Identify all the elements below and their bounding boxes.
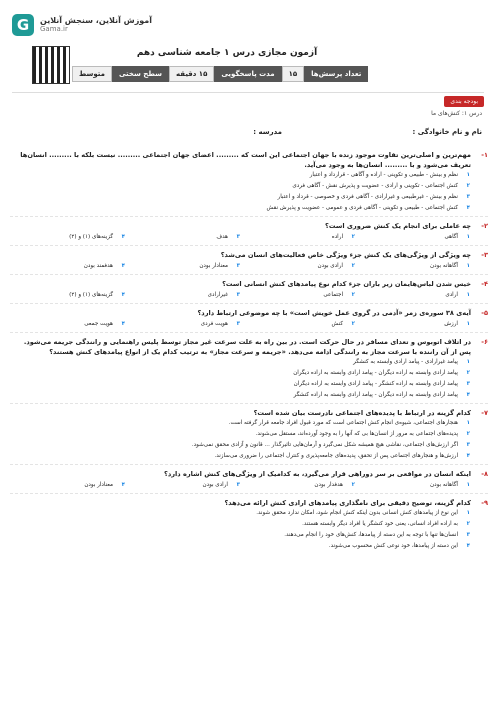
name-field-label: نام و نام خانوادگی : — [412, 128, 482, 136]
question-header — [10, 308, 488, 318]
answer-option[interactable] — [10, 357, 470, 368]
option-number: ۲ — [466, 431, 470, 437]
option-number: ۲ — [351, 482, 355, 488]
option-number: ۴ — [466, 392, 470, 398]
question-count-value: ۱۵ — [282, 66, 305, 82]
answer-options — [10, 479, 488, 491]
option-text: هویت جمعی — [84, 321, 113, 327]
answer-options — [10, 170, 488, 214]
option-number: ۱ — [466, 510, 470, 516]
answer-option[interactable] — [125, 260, 240, 272]
option-text: هویت فردی — [200, 321, 228, 327]
option-text: هدفدار بودن — [314, 482, 343, 488]
header-divider — [12, 92, 484, 93]
question-separator — [10, 274, 488, 275]
option-text: اگر ارزش‌های اجتماعی، نقاشی هیچ همیشه شکل نمی‌گیرد و آرمان‌هایی تاثیرگذار ... قانون و آزادی محقق نمی‌شود. — [191, 442, 458, 448]
difficulty-value: متوسط — [72, 66, 112, 82]
option-text: پدیده‌های اجتماعی به مرور از انسان‌ها بی که آنها را به وجود آورده‌اند، مستقل می‌شوند. — [255, 431, 458, 437]
question-header — [10, 221, 488, 231]
option-text: آگاهانه بودن — [430, 482, 458, 488]
answer-option[interactable] — [10, 192, 470, 203]
option-number: ۲ — [466, 183, 470, 189]
option-number: ۲ — [351, 321, 355, 327]
question-separator — [10, 464, 488, 465]
question-text: خیس شدن لباس‌هایمان زیر باران جزء کدام نوع پیامدهای کنش انسانی است؟ — [222, 280, 471, 288]
gama-logo: G — [12, 14, 34, 36]
option-text: این نوع از پیامدهای کنش انسانی بدون اینکه کنش انجام شود، امکان ندارد محقق شوند. — [256, 510, 458, 516]
question-text: اینکه انسان در مواقعی بر سر دوراهی قرار می‌گیرد، به کدامیک از ویژگی‌های کنش اشاره دارد؟ — [164, 470, 471, 478]
question-item — [10, 250, 488, 275]
question-separator — [10, 216, 488, 217]
answer-option[interactable] — [240, 479, 355, 491]
option-number: ۱ — [466, 263, 470, 269]
answer-option[interactable] — [355, 260, 470, 272]
answer-option[interactable] — [10, 508, 470, 519]
option-text: اجتماعی — [323, 292, 343, 298]
option-number: ۴ — [466, 543, 470, 549]
question-text: مهم‌ترین و اصلی‌ترین تفاوت موجود زنده با جهان اجتماعی این است که ......... اعضای جهان اجتماعی ......... نیست بلکه با ......... انسان‌ها تعریف می‌شود و با ......... انسان‌ها به وجود می‌آید. — [20, 151, 471, 169]
option-text: ارزش‌ها و هنجارهای اجتماعی پس از تحقق، پدیده‌های جامعه‌پذیری و کنترل اجتماعی را ضروری می‌سازند. — [214, 453, 458, 459]
answer-option[interactable] — [10, 479, 125, 491]
option-number: ۱ — [466, 234, 470, 240]
answer-option[interactable] — [355, 479, 470, 491]
question-text: آیه‌ی ۳۸ سوره‌ی زمر «آدمی در گروی عمل خویش است» با چه موضوعی ارتباط دارد؟ — [197, 309, 471, 317]
answer-option[interactable] — [240, 260, 355, 272]
option-number: ۴ — [121, 263, 125, 269]
question-header — [10, 250, 488, 260]
option-number: ۴ — [466, 453, 470, 459]
question-number: ۶- — [481, 338, 488, 346]
question-number: ۵- — [481, 309, 488, 317]
question-header — [10, 469, 488, 479]
option-number: ۲ — [351, 292, 355, 298]
option-text: نظم و بینش - غیرطبیعی و غیرارادی - آگاهی فردی و خصوصی - قرداد و اعتبار — [277, 194, 458, 200]
option-number: ۳ — [466, 381, 470, 387]
option-number: ۳ — [236, 234, 240, 240]
answer-option[interactable] — [125, 318, 240, 330]
budget-badge[interactable]: بودجه بندی — [444, 96, 484, 107]
question-text: چه عاملی برای انجام یک کنش ضروری است؟ — [325, 222, 471, 230]
question-count-label: تعداد پرسش‌ها — [304, 66, 368, 82]
question-text: چه ویژگی از ویژگی‌های یک کنش جزء ویژگی خاص فعالیت‌های انسان می‌شد؟ — [220, 251, 471, 259]
answer-option[interactable] — [10, 318, 125, 330]
answer-option[interactable] — [10, 379, 470, 390]
option-text: پیامد ارادی وابسته به اراده دیگران - پیامد ارادی وابسته به اراده کنشگر — [293, 392, 458, 398]
answer-option[interactable] — [10, 530, 470, 541]
exam-info-bar — [72, 66, 368, 82]
site-domain: Gama.ir — [40, 25, 68, 33]
option-number: ۴ — [121, 234, 125, 240]
option-text: معنادار بودن — [84, 482, 113, 488]
answer-option[interactable] — [10, 231, 125, 243]
question-header — [10, 408, 488, 418]
answer-option[interactable] — [10, 203, 470, 214]
exam-title: آزمون مجازی درس ۱ جامعه شناسی دهم — [136, 48, 318, 58]
answer-option[interactable] — [10, 418, 470, 429]
question-separator — [10, 493, 488, 494]
question-separator — [10, 332, 488, 333]
option-text: ارزش — [444, 321, 458, 327]
answer-options — [10, 260, 488, 272]
question-text: کدام گزینه، توضیح دقیقی برای نامگذاری پیامدهای ارادی کنش ارائه می‌دهد؟ — [224, 499, 471, 507]
answer-option[interactable] — [355, 289, 470, 301]
option-text: پیامد غیرارادی - پیامد ارادی وابسته به کنشگر — [353, 359, 458, 365]
exam-header — [32, 44, 458, 88]
option-text: ارادی بودن — [317, 263, 343, 269]
answer-options — [10, 357, 488, 401]
question-text: در اتلاف اتوبوس و تعدای مسافر در حال حرکت است. در بین راه به علت سرعت غیر مجاز توسط پلیس راهنمایی و رانندگی جریمه می‌شود. پس از آن راننده با سرعت مجاز به رانندگی ادامه می‌دهد. «جریمه و سرعت مجاز» به ترتیب کدام یک از انواع پیامدهای کنش هستند؟ — [23, 338, 471, 356]
option-text: پیامد ارادی وابسته به اراده کنشگر - پیامد ارادی وابسته به اراده دیگران — [293, 381, 458, 387]
option-text: پیامد ارادی وابسته به اراده دیگران - پیامد ارادی وابسته به اراده دیگران — [293, 370, 458, 376]
answer-option[interactable] — [355, 318, 470, 330]
question-list — [10, 150, 488, 556]
question-number: ۹- — [481, 499, 488, 507]
option-text: گزینه‌های (۱) و (۲) — [69, 292, 113, 298]
answer-option[interactable] — [10, 519, 470, 530]
option-number: ۱ — [466, 292, 470, 298]
question-item — [10, 498, 488, 552]
option-text: به اراده افراد انسانی، یعنی خود کنشگر یا افراد دیگر وابسته هستند. — [302, 521, 458, 527]
answer-option[interactable] — [10, 289, 125, 301]
option-text: کنش اجتماعی - تکوینی و ارادی - عضویت و پذیرش نقش - آگاهی فردی — [292, 183, 458, 189]
site-title: آموزش آنلاین، سنجش آنلاین — [40, 16, 153, 25]
question-separator — [10, 245, 488, 246]
question-separator — [10, 303, 488, 304]
answer-option[interactable] — [125, 479, 240, 491]
answer-option[interactable] — [240, 231, 355, 243]
option-number: ۳ — [236, 263, 240, 269]
question-item — [10, 337, 488, 404]
option-number: ۴ — [121, 321, 125, 327]
option-text: این دسته از پیامدها، خود نوعی کنش محسوب می‌شوند. — [328, 543, 458, 549]
answer-options — [10, 231, 488, 243]
answer-option[interactable] — [10, 260, 125, 272]
answer-option[interactable] — [240, 289, 355, 301]
question-number: ۷- — [481, 409, 488, 417]
option-number: ۳ — [466, 532, 470, 538]
option-text: آگاهی — [444, 234, 458, 240]
answer-options — [10, 508, 488, 552]
option-text: ارادی — [445, 292, 458, 298]
question-number: ۸- — [481, 470, 488, 478]
option-text: اراده — [331, 234, 343, 240]
option-text: انسان‌ها تنها با توجه به این دسته از پیامدها، کنش‌های خود را انجام می‌دهند. — [284, 532, 458, 538]
option-text: ارادی بودن — [202, 482, 228, 488]
question-number: ۲- — [481, 222, 488, 230]
option-number: ۱ — [466, 482, 470, 488]
answer-option[interactable] — [125, 231, 240, 243]
school-field-label: مدرسه : — [253, 128, 282, 136]
option-number: ۳ — [236, 321, 240, 327]
answer-option[interactable] — [10, 440, 470, 451]
option-text: آگاهانه بودن — [430, 263, 458, 269]
student-info-row — [14, 128, 482, 142]
answer-option[interactable] — [10, 541, 470, 552]
question-item — [10, 408, 488, 465]
option-number: ۴ — [121, 292, 125, 298]
option-number: ۳ — [236, 482, 240, 488]
question-separator — [10, 403, 488, 404]
question-number: ۳- — [481, 251, 488, 259]
option-text: هدفمند بودن — [83, 263, 113, 269]
site-branding — [40, 16, 152, 33]
option-number: ۱ — [466, 321, 470, 327]
answer-option[interactable] — [10, 170, 470, 181]
question-text: کدام گزینه در ارتباط با پدیده‌های اجتماعی نادرست بیان شده است؟ — [253, 409, 471, 417]
question-header — [10, 337, 488, 357]
option-number: ۳ — [236, 292, 240, 298]
option-text: هدف — [216, 234, 228, 240]
answer-option[interactable] — [10, 368, 470, 379]
option-number: ۱ — [466, 359, 470, 365]
answer-option[interactable] — [10, 429, 470, 440]
answer-option[interactable] — [10, 181, 470, 192]
option-text: معنادار بودن — [199, 263, 228, 269]
question-header — [10, 279, 488, 289]
option-number: ۲ — [351, 234, 355, 240]
question-item — [10, 150, 488, 217]
option-number: ۳ — [466, 442, 470, 448]
question-number: ۴- — [481, 280, 488, 288]
answer-option[interactable] — [10, 451, 470, 462]
answer-options — [10, 289, 488, 301]
question-header — [10, 150, 488, 170]
option-text: هنجارهای اجتماعی، شیوه‌ی انجام کنش اجتماعی است که مورد قبول افراد جامعه قرار گرفته است. — [228, 420, 458, 426]
option-number: ۱ — [466, 172, 470, 178]
question-number: ۱- — [481, 151, 488, 159]
option-number: ۳ — [466, 194, 470, 200]
answer-option[interactable] — [355, 231, 470, 243]
question-item — [10, 221, 488, 246]
option-number: ۴ — [121, 482, 125, 488]
question-item — [10, 279, 488, 304]
option-text: غیرارادی — [207, 292, 228, 298]
question-item — [10, 308, 488, 333]
duration-value: ۱۵ دقیقه — [169, 66, 214, 82]
option-text: نظم و بینش - طبیعی و تکوینی - اراده و آگاهی - قرارداد و اعتبار — [309, 172, 458, 178]
section-title: درس ۱: کنش‌های ما — [431, 110, 482, 117]
answer-options — [10, 318, 488, 330]
answer-option[interactable] — [240, 318, 355, 330]
answer-option[interactable] — [125, 289, 240, 301]
option-number: ۲ — [466, 521, 470, 527]
option-number: ۲ — [351, 263, 355, 269]
option-text: گزینه‌های (۱) و (۲) — [69, 234, 113, 240]
answer-option[interactable] — [10, 390, 470, 401]
question-header — [10, 498, 488, 508]
option-number: ۱ — [466, 420, 470, 426]
option-number: ۲ — [466, 370, 470, 376]
option-text: کنش — [331, 321, 343, 327]
question-item — [10, 469, 488, 494]
option-text: کنش اجتماعی - طبیعی و تکوینی - آگاهی فردی و عمومی - عضویت و پذیرش نقش — [266, 205, 458, 211]
answer-options — [10, 418, 488, 462]
option-number: ۴ — [466, 205, 470, 211]
duration-label: مدت پاسخگویی — [214, 66, 281, 82]
difficulty-label: سطح سختی — [112, 66, 169, 82]
